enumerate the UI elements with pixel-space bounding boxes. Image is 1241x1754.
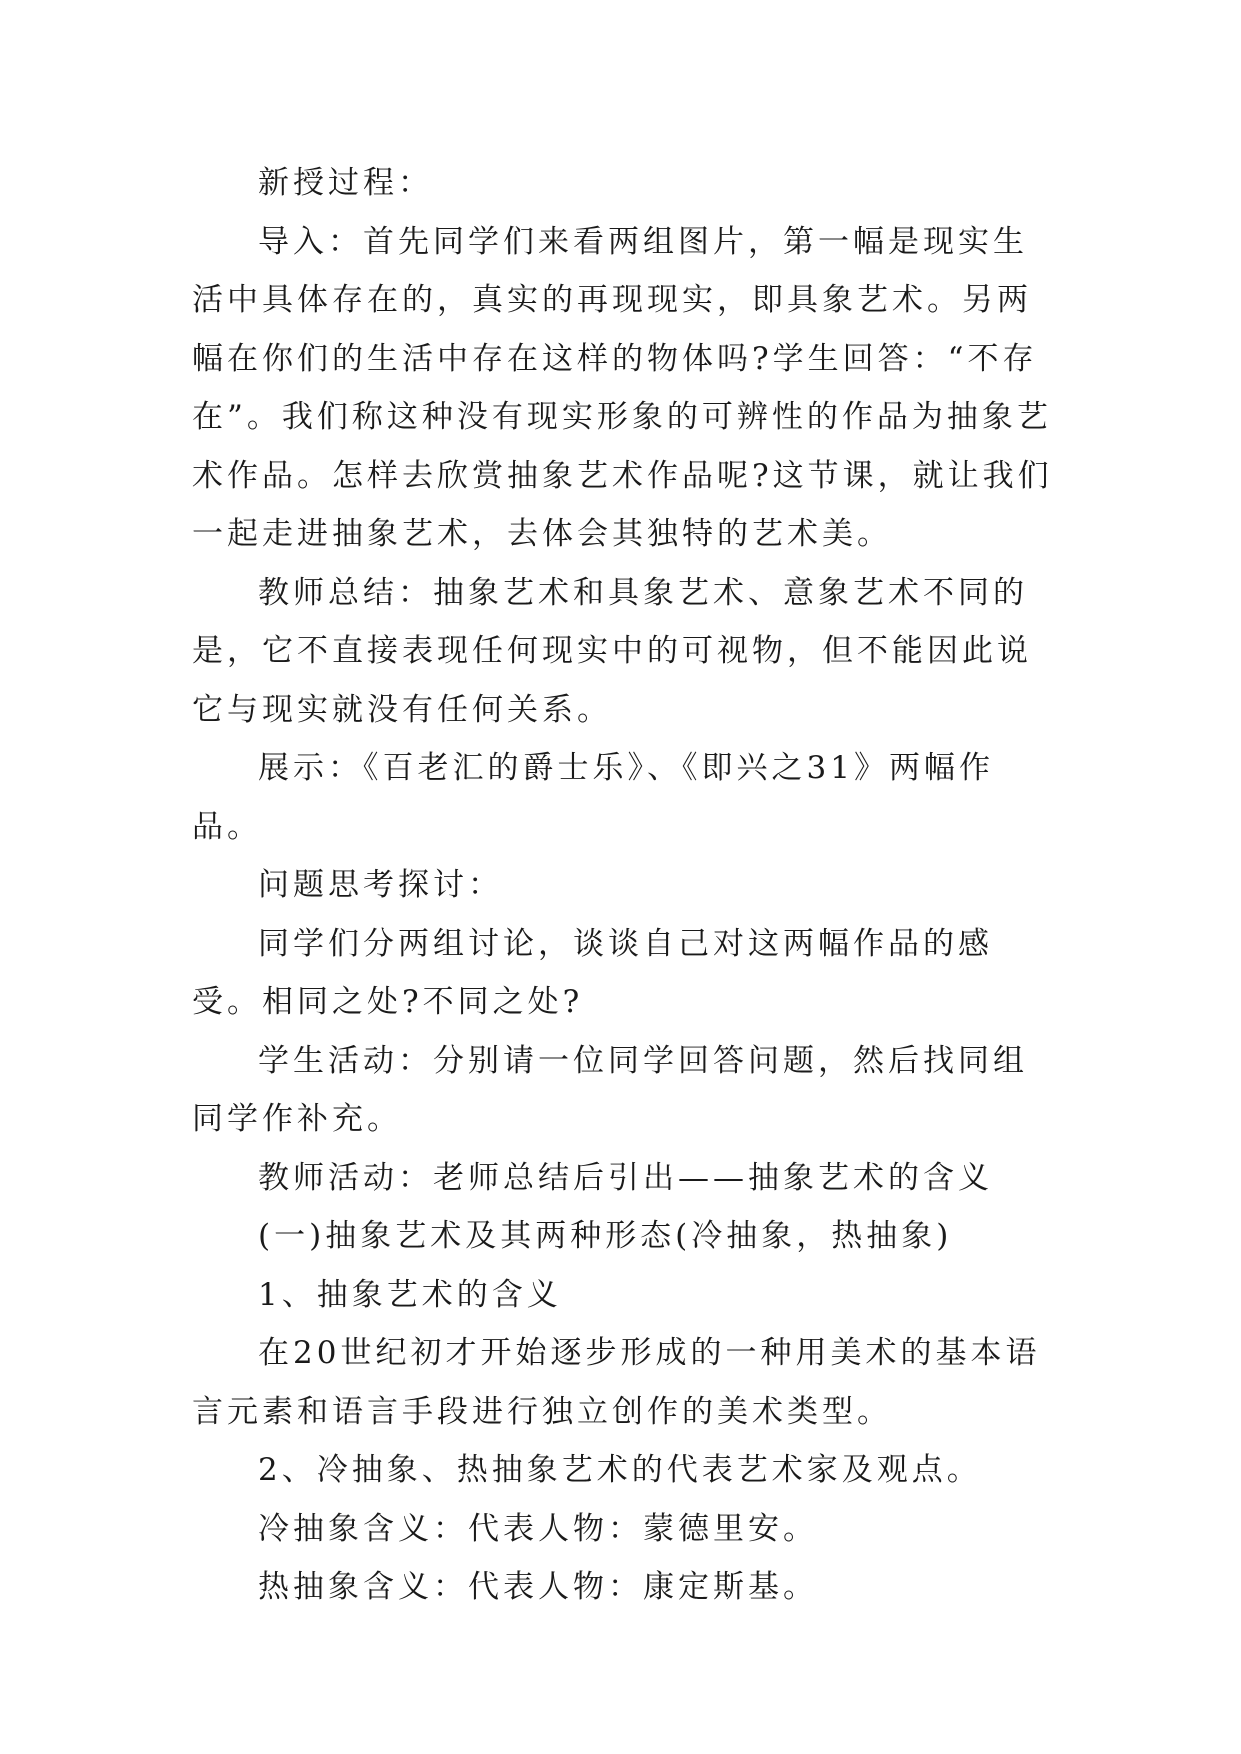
paragraph-display-works: 展示：《百老汇的爵士乐》、《即兴之31》两幅作品。: [192, 750, 994, 845]
paragraph-introduction: 导入：首先同学们来看两组图片，第一幅是现实生活中具体存在的，真实的再现现实，即具象艺术。另两幅在你们的生活中存在这样的物体吗?学生回答：“不存在”。我们称这种没有现实形象的可辨性的作品为抽象艺术作品。怎样去欣赏抽象艺术作品呢?这节课，就让我们一起走进抽象艺术，去体会其独特的艺术美。: [192, 223, 1053, 552]
paragraph-student-activity: 学生活动：分别请一位同学回答问题，然后找同组同学作补充。: [192, 1042, 1028, 1137]
paragraph-definition: 在20世纪初才开始逐步形成的一种用美术的基本语言元素和语言手段进行独立创作的美术类型。: [192, 1335, 1041, 1430]
section-heading-abstract-art: (一)抽象艺术及其两种形态(冷抽象，热抽象): [258, 1218, 953, 1254]
subheading-definition: 1、抽象艺术的含义: [258, 1276, 562, 1313]
paragraph-cold-abstraction: 冷抽象含义：代表人物：蒙德里安。: [258, 1510, 818, 1547]
document-body: [192, 154, 1058, 1617]
subheading-representatives: 2、冷抽象、热抽象艺术的代表艺术家及观点。: [258, 1452, 982, 1488]
paragraph-hot-abstraction: 热抽象含义：代表人物：康定斯基。: [258, 1569, 818, 1605]
paragraph-teacher-summary: 教师总结：抽象艺术和具象艺术、意象艺术不同的是，它不直接表现任何现实中的可视物，但不能因此说它与现实就没有任何关系。: [192, 574, 1032, 728]
paragraph-teacher-activity: 教师活动：老师总结后引出——抽象艺术的含义: [258, 1159, 993, 1196]
paragraph-discussion-heading: 问题思考探讨：: [258, 867, 503, 903]
paragraph-group-discussion: 同学们分两组讨论，谈谈自己对这两幅作品的感受。相同之处?不同之处?: [192, 925, 993, 1020]
paragraph-new-lesson-heading: 新授过程：: [258, 165, 433, 201]
